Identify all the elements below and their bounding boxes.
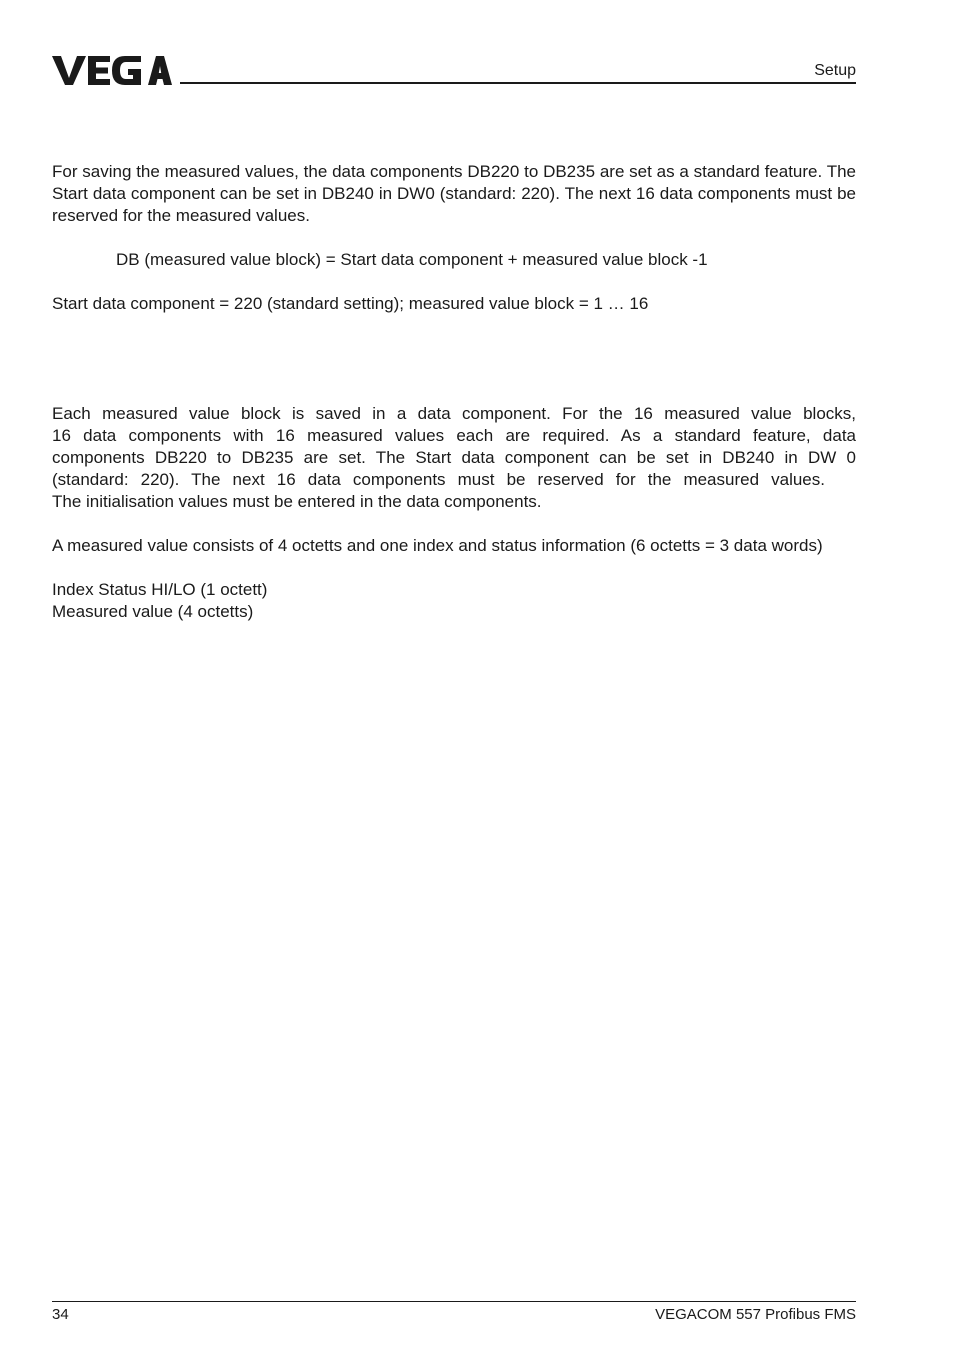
vega-logo bbox=[52, 52, 172, 88]
paragraph-line: Each measured value block is saved in a data component. For the 16 measured value blocks, bbox=[52, 404, 856, 423]
paragraph-line: (standard: 220). The next 16 data components must be reserved for the measured values. bbox=[52, 470, 825, 489]
paragraph-line: components DB220 to DB235 are set. The Start data component can be set in DB240 in DW 0 bbox=[52, 448, 856, 467]
paragraph-structure: A measured value consists of 4 octetts and one index and status information (6 octetts = 3 data words) bbox=[52, 536, 823, 555]
page-number: 34 bbox=[52, 1306, 69, 1323]
paragraph-line: The initialisation values must be entered in the data components. bbox=[52, 492, 542, 511]
definition-line: Start data component = 220 (standard setting); measured value block = 1 … 16 bbox=[52, 294, 649, 313]
list-item: Index Status HI/LO (1 octett) bbox=[52, 580, 268, 599]
list-item: Measured value (4 octetts) bbox=[52, 602, 254, 621]
section-title: Setup bbox=[814, 62, 856, 79]
formula-line: DB (measured value block) = Start data component + measured value block -1 bbox=[116, 250, 708, 269]
footer-rule bbox=[52, 1301, 856, 1302]
paragraph-intro: For saving the measured values, the data components DB220 to DB235 are set as a standard feature. The Start data component can be set in DB240 in DW0 (standard: 220). The next 16 data components must be reserved for the measured values. bbox=[52, 162, 856, 225]
document-title: VEGACOM 557 Profibus FMS bbox=[655, 1306, 856, 1323]
paragraph-blocks bbox=[52, 403, 856, 513]
page-content bbox=[52, 161, 856, 623]
paragraph-line: 16 data components with 16 measured values each are required. As a standard feature, data bbox=[52, 426, 856, 445]
header-rule bbox=[180, 82, 856, 84]
